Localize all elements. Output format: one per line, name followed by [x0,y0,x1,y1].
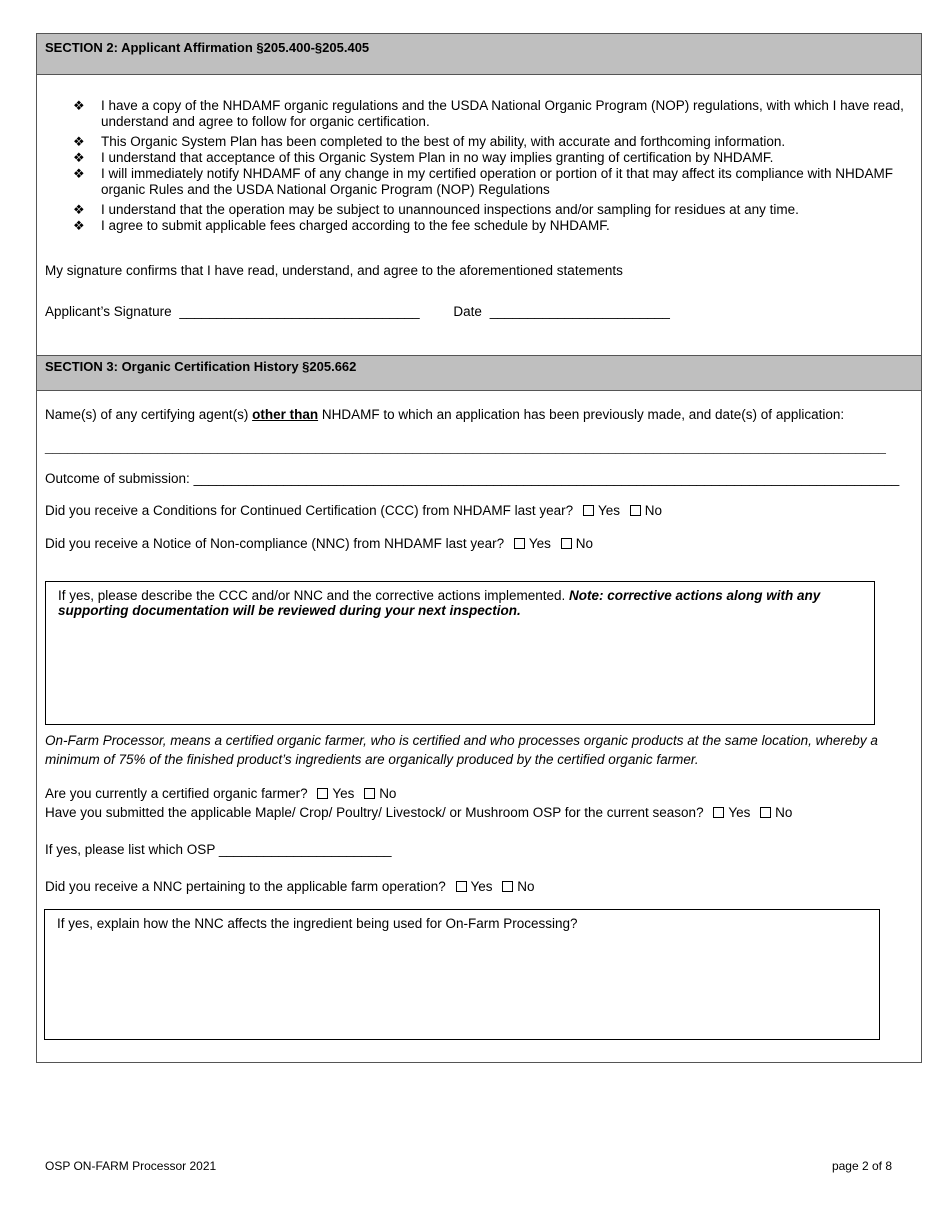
diamond-bullet-icon: ❖ [73,98,85,113]
on-farm-processor-definition: On-Farm Processor, means a certified organic farmer, who is certified and who processes organic products at the same location, whereby a minimum of 75% of the finished product’s ingredients are organically produced by the certified organic farmer. [45,733,878,767]
other-than-emphasis: other than [252,407,319,422]
date-label: Date [453,304,482,319]
diamond-bullet-icon: ❖ [73,202,85,217]
yes-label: Yes [728,805,751,820]
signature-field[interactable]: ________________________________ [179,304,420,319]
ccc-question: Did you receive a Conditions for Continued Certification (CCC) from NHDAMF last year? [45,503,574,518]
footer-document-name: OSP ON-FARM Processor 2021 [45,1159,217,1173]
diamond-bullet-icon: ❖ [73,150,85,165]
no-label: No [775,805,793,820]
ccc-yes-checkbox[interactable] [583,505,594,516]
ccc-no-checkbox[interactable] [630,505,641,516]
outcome-label: Outcome of submission: [45,471,194,486]
farmer-yes-checkbox[interactable] [317,788,328,799]
affirmation-item: ❖ I have a copy of the NHDAMF organic regulations and the USDA National Organic Program (NOP) regulations, with which I have read, understand and agree to follow for organic certification. [73,98,904,129]
yes-label: Yes [528,536,551,551]
farm-nnc-yes-checkbox[interactable] [456,881,467,892]
nnc-yes-checkbox[interactable] [514,538,525,549]
ccc-question-row [45,503,662,518]
form-frame [36,33,922,1063]
list-osp-field[interactable]: _______________________ [218,842,392,857]
no-label: No [517,879,535,894]
diamond-bullet-icon: ❖ [73,166,85,181]
affirmation-list [37,98,917,234]
inspection-note: Note: corrective actions along with any supporting documentation will be reviewed during your next inspection. [58,588,821,618]
yes-label: Yes [332,786,355,801]
nnc-question-row [45,536,593,551]
farm-nnc-question: Did you receive a NNC pertaining to the applicable farm operation? [45,879,446,894]
certified-farmer-row [45,786,396,801]
list-osp-row [45,842,392,857]
osp-submitted-row [45,805,792,820]
nnc-no-checkbox[interactable] [561,538,572,549]
certified-farmer-question: Are you currently a certified organic farmer? [45,786,308,801]
outcome-row [45,471,899,486]
no-label: No [644,503,663,518]
diamond-bullet-icon: ❖ [73,218,85,233]
section-3-header [37,355,921,391]
signature-confirmation: My signature confirms that I have read, understand, and agree to the aforementioned statements [45,263,623,278]
nnc-question: Did you receive a Notice of Non-compliance (NNC) from NHDAMF last year? [45,536,505,551]
farmer-no-checkbox[interactable] [364,788,375,799]
signature-label: Applicant’s Signature [45,304,172,319]
farm-nnc-no-checkbox[interactable] [502,881,513,892]
footer-page-number: page 2 of 8 [831,1159,892,1173]
farm-nnc-row [45,879,535,894]
section-2-title: SECTION 2: Applicant Affirmation §205.400-§205.405 [45,40,370,55]
affirmation-item: ❖ I agree to submit applicable fees charged according to the fee schedule by NHDAMF. [73,218,610,233]
signature-row [45,304,670,319]
certifying-agents-question: Name(s) of any certifying agent(s) other than NHDAMF to which an application has been previously made, and date(s) of application: [45,407,845,422]
diamond-bullet-icon: ❖ [73,134,85,149]
outcome-field[interactable]: ______________________________________________________________________________________________ [193,471,900,486]
certifying-agents-field[interactable]: ________________________________________________________________________________________________________________ [45,439,886,454]
section-2-header [37,34,921,75]
osp-no-checkbox[interactable] [760,807,771,818]
nnc-ingredient-box[interactable]: If yes, explain how the NNC affects the ingredient being used for On-Farm Processing? [44,909,880,1040]
list-osp-label: If yes, please list which OSP [45,842,216,857]
no-label: No [379,786,397,801]
corrective-actions-box[interactable]: If yes, please describe the CCC and/or NNC and the corrective actions implemented. Note: corrective actions along with any supporting documentation will be reviewed during your next inspection. [45,581,875,725]
yes-label: Yes [597,503,620,518]
affirmation-item: ❖ I will immediately notify NHDAMF of any change in my certified operation or portion of it that may affect its compliance with NHDAMF organic Rules and the USDA National Organic Program (NOP) Regulations [73,166,894,197]
affirmation-item: ❖ I understand that acceptance of this Organic System Plan in no way implies granting of certification by NHDAMF. [73,150,774,165]
osp-yes-checkbox[interactable] [713,807,724,818]
affirmation-item: ❖ I understand that the operation may be subject to unannounced inspections and/or sampling for residues at any time. [73,202,799,217]
no-label: No [575,536,593,551]
osp-submitted-question: Have you submitted the applicable Maple/ Crop/ Poultry/ Livestock/ or Mushroom OSP for the current season? [45,805,704,820]
section-3-title: SECTION 3: Organic Certification History §205.662 [45,359,357,374]
affirmation-item: ❖ This Organic System Plan has been completed to the best of my ability, with accurate and forthcoming information. [73,134,786,149]
date-field[interactable]: ________________________ [489,304,670,319]
yes-label: Yes [470,879,493,894]
